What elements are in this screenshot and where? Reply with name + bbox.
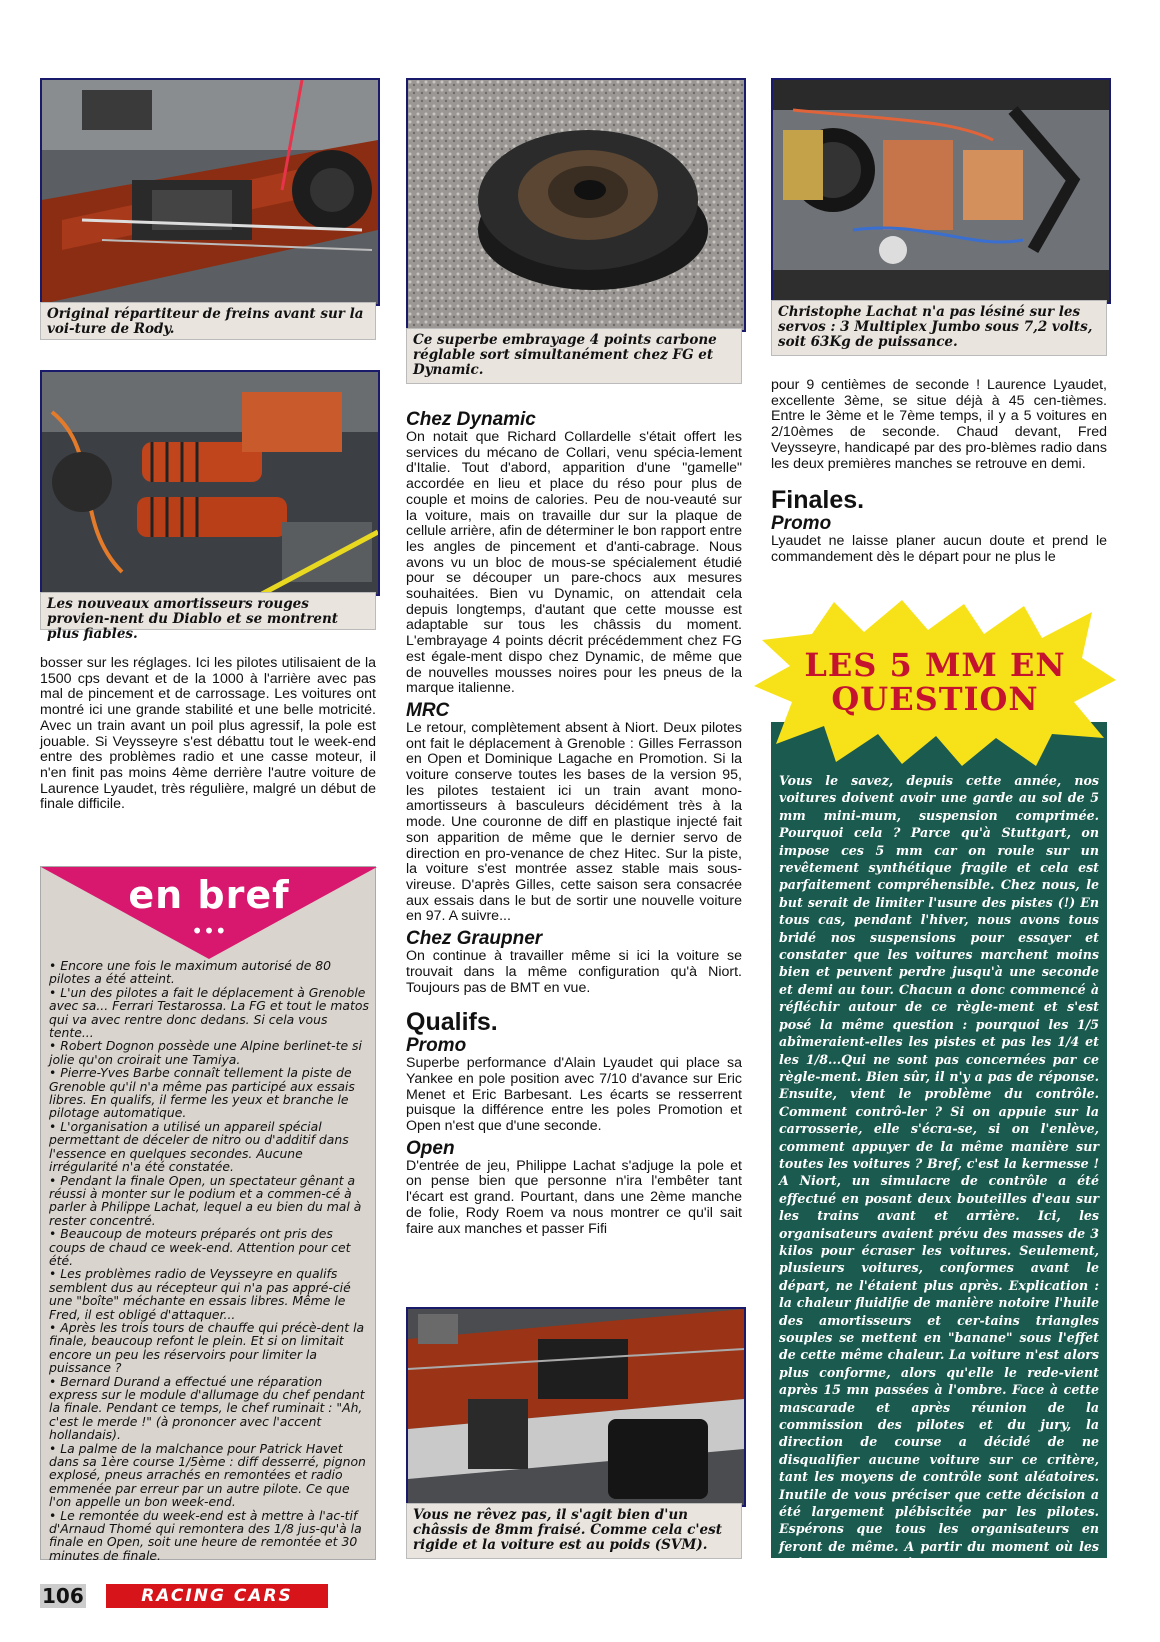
list-item: • Beaucoup de moteurs préparés ont pris des coups de chaud ce week-end. Attention pour cet été. [49,1226,351,1268]
paragraph-mrc: Le retour, complètement absent à Niort. Deux pilotes ont fait le déplacement à Grenoble : Gilles Ferrasson en Open et Dominique Lagache en Promotion. Si la voiture conserve toutes les bases de la version 95, les pilotes testaient ici un train avant mono-amortisseurs à basculeurs décidément très à la mode. Une couronne de diff en plastique injecté fait son apparition de même que le dernier servo de direction en pro-venance de chez Hitec. Sur la piste, la voiture s'est montrée assez stable mais sous-vireuse. D'après Gilles, cette saison sera consacrée aux essais dans le but de sortir une nouvelle voiture en 97. A suivre... [406,719,742,925]
column-1-text [40,656,376,813]
five-mm-title-line-1: LES 5 MM EN [804,646,1066,684]
paragraph-qualifs-open: D'entrée de jeu, Philippe Lachat s'adjuge la pole et on pense bien que personne n'ira l'embêter tant l'écart est grand. Pourtant, dans une 2ème manche de folie, Rody Roem va nous montrer ce qu'il sait faire aux manches et passer Fifi [406,1157,742,1237]
list-item: • Après les trois tours de chauffe qui précè-dent la finale, beaucoup refont le plein. Et si on limitait encore un peu les réservoirs pour limiter la puissance ? [49,1319,365,1376]
list-item: • Pierre-Yves Barbe connaît tellement la piste de Grenoble qu'il n'a même pas participé aux essais libres. En qualifs, il ferme les yeux et branche le pilotage automatique. [49,1065,355,1121]
caption-photo-4: Les nouveaux amortisseurs rouges provien-nent du Diablo et se montrent plus fiables. [40,592,376,630]
heading-mrc: MRC [406,699,450,721]
photo-carbon-clutch [406,78,746,332]
heading-qualifs-promo: Promo [406,1035,467,1057]
caption-photo-3: Christophe Lachat n'a pas lésiné sur les servos : 3 Multiplex Jumbo sous 7,2 volts, soit 63Kg de puissance. [771,300,1107,356]
heading-finales: Finales. [771,486,865,515]
heading-chez-graupner: Chez Graupner [406,928,543,950]
column-3-text [771,378,1107,566]
five-mm-text: Vous le savez, depuis cette année, nos voitures doivent avoir une garde au sol de 5 mm mini-mum, suspension comprimée. Pourquoi cela ? Parce qu'à Stuttgart, on impose ces 5 mm car on roule sur un revêtement synthétique fragile et cela est parfaitement compréhensible. Chez nous, le but serait de limiter l'usure des pistes (!) En tous cas, pendant l'hiver, nous avons tous bridé nos suspensions pour essayer et constater que les voitures marchent moins bien et peuvent perdre jusqu'à une seconde et demi au tour. Chacun a donc commencé à réfléchir autour de ce règle-ment et s'est posé la même question : pourquoi les 1/5 abîmeraient-elles les pistes et pas les 1/4 et les 1/8...Qui ne sont pas concernées par ce règle-ment. Bien sûr, il n'y a pas de réponse. Ensuite, vient le problème du contrôle. Comment contrô-ler ? Si on appuie sur la carrosserie, elle s'écra-se, si on l'enlève, comment appuyer de la même manière sur toutes les voitures ? Bref, c'est la kermesse ! A Niort, un simulacre de contrôle a été effectué en posant deux bouteilles d'eau sur les trains avant et arrière. Ici, les organisateurs avaient prévu des masses de 3 kilos pour écraser les voitures. Seulement, plusieurs voitures, conformes avant le départ, ne l'étaient plus après. Explication : la chaleur fluidifie de manière notoire l'huile des amortisseurs et cer-tains triangles souples se mettent en "banane" sous l'effet de cette même chaleur. La voiture n'est alors plus conforme, alors qu'elle le rede-vient après 15 mn passées à l'ombre. Face à cette mascarade et après réunion de la commission des pilotes et du jury, la direction de course a décidé de ne disqualifier aucune voiture sur ce critère, tant les moyens de contrôle sont aléatoires. Inutile de vous préciser que cette décision a été largement plébiscitée par les pilotes. Espérons que tous les organisateurs en feront de même. A partir du moment où les châssis sont fraisés, je ne vois pas comment nous pourrions abîmer les pistes. A ce jour, je n'ai encore trouvé aucun organisateur qui me dise le contraire. Le bon sens a triomphé, tant mieux. [779,773,1099,1641]
en-bref-title: en bref [128,873,290,917]
paragraph-graupner: On continue à travailler même si ici la voiture se trouvait dans la même configuration qu'à Niort. Toujours pas de BMT en vue. [406,948,742,996]
heading-finales-promo: Promo [771,513,832,535]
heading-chez-dynamic: Chez Dynamic [406,409,536,430]
en-bref-dots: ••• [191,919,227,943]
photo-brake-distributor [40,78,380,306]
column-2-text [406,410,742,1237]
list-item: • Robert Dognon possède une Alpine berlinet-te si jolie qu'on croirait une Tamiya. [49,1038,362,1067]
list-item: • Le remontée du week-end est à mettre à l'ac-tif d'Arnaud Thomé qui remontera des 1/8 jus-qu'à la finale en Open, soit une heure de remontée et 30 minutes de finale. [49,1507,362,1563]
caption-photo-2: Ce superbe embrayage 4 points carbone réglable sort simultanément chez FG et Dynamic. [406,328,742,384]
en-bref-box [40,866,376,1563]
list-item: • L'un des pilotes a fait le déplacement à Grenoble avec sa... Ferrari Testarossa. La FG et tout le matos qui va avec rentre donc dedans. Si cela vous tente... [49,984,369,1041]
caption-photo-1: Original répartiteur de freins avant sur la voi-ture de Rody. [40,302,376,340]
paragraph-qualifs-continued: pour 9 centièmes de seconde ! Laurence Lyaudet, excellente 3ème, se situe déjà à 45 cen-tièmes. Entre le 3ème et le 7ème temps, il y a 5 voitures en 2/10èmes de seconde. Chaud devant, Fred Veysseyre, handicapé par des pro-blèmes radio dans les deux premières manches se retrouve en demi. [771,377,1107,472]
paragraph-qualifs-promo: Superbe performance d'Alain Lyaudet qui place sa Yankee en pole position avec 7/10 d'avance sur Eric Menet et Eric Barbesant. Les écarts se resserrent puisque la différence entre les poles Promotion et Open n'est que d'une seconde. [406,1055,742,1135]
five-mm-title-line-2: QUESTION [831,680,1039,718]
list-item: • Encore une fois le maximum autorisé de 80 pilotes a été atteint. [49,958,332,987]
en-bref-list [49,959,371,1562]
list-item: • Pendant la finale Open, un spectateur gênant a réussi à monter sur le podium et a commen-cé à parler à Philippe Lachat, lequel a eu bien du mal à rester concentré. [49,1172,362,1228]
photo-servos [771,78,1111,304]
heading-qualifs: Qualifs. [406,1008,498,1037]
page-number: 106 [42,1584,84,1608]
caption-photo-5: Vous ne rêvez pas, il s'agit bien d'un châssis de 8mm fraisé. Comme cela c'est rigide et la voiture est au poids (SVM). [406,1503,742,1559]
paragraph-finales-promo: Lyaudet ne laisse planer aucun doute et prend le commandement dès le départ pour ne plus le [771,533,1107,565]
photo-red-shock-absorbers [40,370,380,596]
paragraph-reglages: bosser sur les réglages. Ici les pilotes utilisaient de la 1500 cps devant et de la 1000 à l'arrière avec pas mal de pincement et de carrossage. Les voitures ont montré ici une grande stabilité et une belle motricité. Avec un train avant un poil plus agressif, la pole est jouable. Si Veysseyre s'est débattu tout le week-end entre des problèmes radio et une casse moteur, il n'en finit pas moins 4ème derrière l'autre voiture de Laurence Lyaudet, très régulière, malgré un début de finale difficile. [40,655,376,813]
paragraph-dynamic: On notait que Richard Collardelle s'était offert les services du mécano de Collari, venu spécia-lement d'Italie. Tout d'abord, apparition d'une "gamelle" accordée en lieu et place du réso pour plus de couple et moins de calories. Peu de nou-veauté sur la voiture, mais on travaille dur sur la plaque de cellule arrière, afin de déterminer le bon rapport entre les angles de pincement et d'anti-cabrage. Nous avons vu un bloc de mous-se spécialement étudié pour se découper un pare-chocs aux mesures souhaitées. Bien vu Dynamic, on attendait cela depuis longtemps, d'autant que cette mousse est adaptable sur tous les châssis du moment. L'embrayage 4 points décrit précédemment chez FG est égale-ment dispo chez Dynamic, de même que de nouvelles mousses noires pour les pneus de la marque italienne. [406,429,742,697]
five-mm-box [771,722,1107,1641]
photo-milled-chassis [406,1307,746,1507]
magazine-logo: RACING CARS [106,1584,328,1608]
list-item: • La palme de la malchance pour Patrick Havet dans sa 1ère course 1/5ème : diff desserré, pignon explosé, pneus arrachés en remontées et radio emmenée par erreur par un autre pilote. Ce que l'on appelle un bon week-end. [49,1440,366,1510]
heading-qualifs-open: Open [406,1137,455,1159]
list-item: • L'organisation a utilisé un appareil spécial permettant de déceler de nitro ou d'additif dans l'essence en quelques secondes. Aucune irrégularité n'a été constatée. [49,1118,349,1175]
list-item: • Bernard Durand a effectué une réparation express sur le module d'allumage du chef pendant la finale. Pendant ce temps, le chef ruminait : "Ah, c'est le merde !" (à prononcer avec l'accent hollandais). [49,1373,365,1443]
list-item: • Les problèmes radio de Veysseyre en qualifs semblent dus au récepteur qui n'a pas appré-cié une "boîte" méchante en essais libres. Même le Fred, il est obligé d'attaquer... [49,1266,351,1322]
